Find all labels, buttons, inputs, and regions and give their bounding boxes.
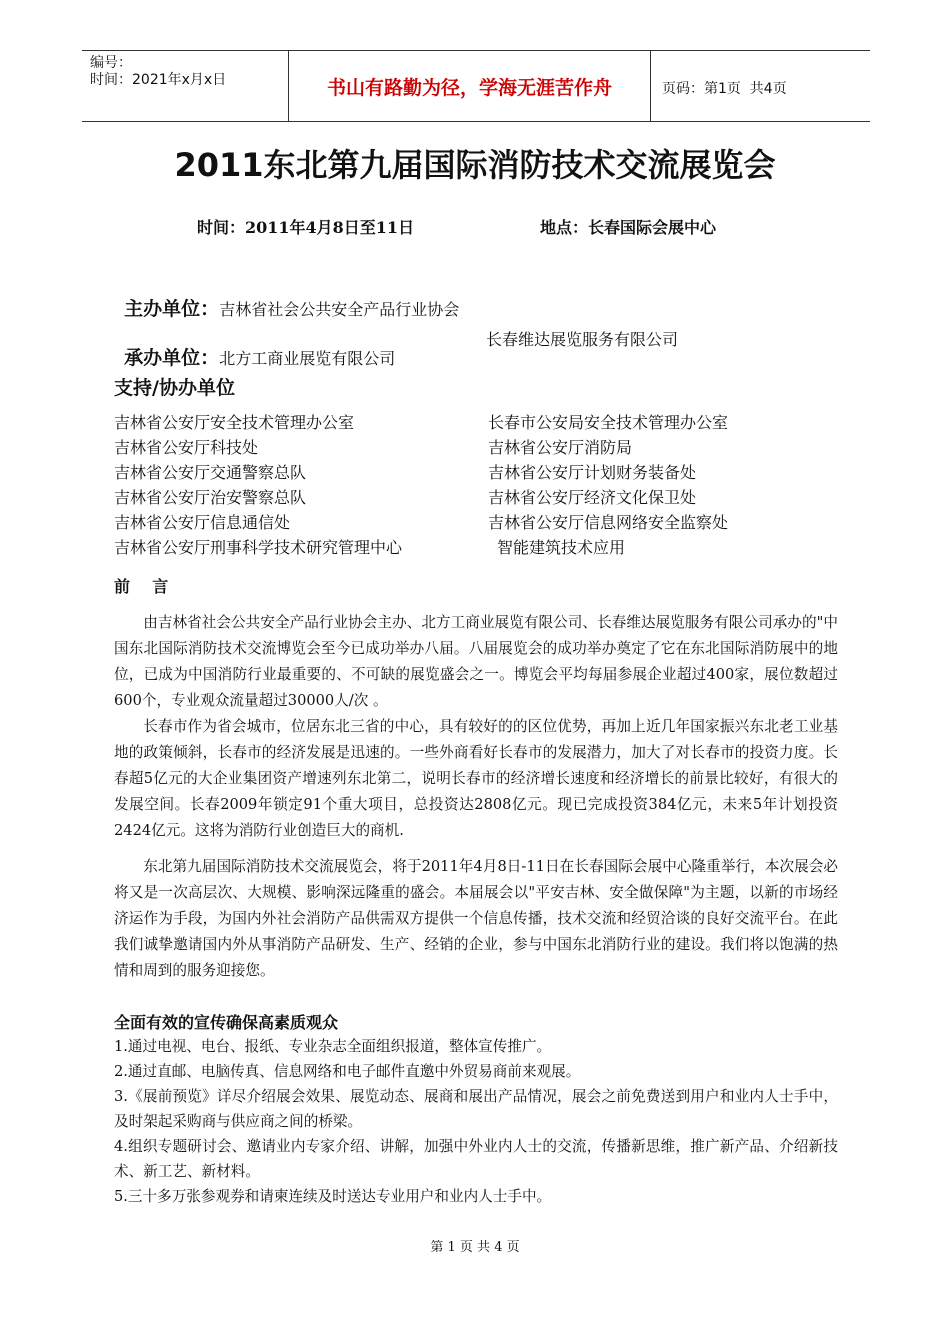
- header-motto: 书山有路勤为径，学海无涯苦作舟: [326, 77, 612, 99]
- page-title: 2011东北第九届国际消防技术交流展览会: [174, 146, 776, 184]
- header-page-info: 页码：第1页 共4页: [662, 81, 787, 97]
- section-title: 全面有效的宣传确保高素质观众: [114, 1013, 339, 1032]
- list-item: 智能建筑技术应用: [497, 538, 626, 557]
- list-item: 吉林省公安厅刑事科学技术研究管理中心: [114, 538, 403, 557]
- list-item: 吉林省公安厅科技处: [114, 438, 259, 457]
- publicity-list: [114, 1034, 838, 1209]
- list-item: 吉林省公安厅计划财务装备处: [488, 463, 697, 482]
- organizer-label: 主办单位：: [124, 298, 220, 320]
- list-item: 5.三十多万张参观券和请柬连续及时送达专业用户和业内人士手中。: [114, 1188, 552, 1205]
- list-item: 吉林省公安厅信息通信处: [114, 513, 291, 532]
- organizer-value: 吉林省社会公共安全产品行业协会: [219, 300, 460, 319]
- undertaker-value-1: 北方工商业展览有限公司: [219, 349, 396, 368]
- preface-paragraph: 由吉林省社会公共安全产品行业协会主办、北方工商业展览有限公司、长春维达展览服务有限公司承办的"中国东北国际消防技术交流博览会至今已成功举办八届。八届展览会的成功举办奠定了它在东北国际消防展中的地位，已成为中国消防行业最重要的、不可缺的展览盛会之一。博览会平均每届参展企业超过400家，展位数超过600个，专业观众流量超过30000人/次 。: [114, 614, 838, 709]
- support-list-right: [488, 410, 728, 560]
- undertaker-row: [114, 324, 395, 370]
- list-item: 长春市公安局安全技术管理办公室: [488, 413, 729, 432]
- undertaker-label: 承办单位：: [124, 347, 220, 369]
- organizer-row: [114, 275, 459, 321]
- list-item: 吉林省公安厅信息网络安全监察处: [488, 513, 729, 532]
- preface-title: 前 言: [114, 577, 169, 596]
- document-date: 时间：2021年x月x日: [90, 72, 227, 88]
- page-footer: 第 1 页 共 4 页: [430, 1240, 520, 1255]
- document-number: 编号：: [90, 55, 132, 71]
- list-item: 吉林省公安厅经济文化保卫处: [488, 488, 697, 507]
- list-item: 吉林省公安厅消防局: [488, 438, 633, 457]
- preface-paragraph: 东北第九届国际消防技术交流展览会，将于2011年4月8日-11日在长春国际会展中心隆重举行，本次展会必将又是一次高层次、大规模、影响深远隆重的盛会。本届展会以"平安吉林、安全做保障"为主题，以新的市场经济运作为手段，为国内外社会消防产品供需双方提供一个信息传播，技术交流和经贸洽谈的良好交流平台。在此我们诚挚邀请国内外从事消防产品研发、生产、经销的企业，参与中国东北消防行业的建设。我们将以饱满的热情和周到的服务迎接您。: [114, 858, 838, 979]
- event-place: 地点：长春国际会展中心: [540, 218, 717, 237]
- header-info: [90, 55, 286, 89]
- undertaker-value-2: 长春维达展览服务有限公司: [486, 330, 679, 349]
- list-item: 吉林省公安厅治安警察总队: [114, 488, 307, 507]
- preface-paragraph: 长春市作为省会城市，位居东北三省的中心，具有较好的的区位优势，再加上近几年国家振兴东北老工业基地的政策倾斜，长春市的经济发展是迅速的。一些外商看好长春市的发展潜力，加大了对长春市的投资力度。长春超5亿元的大企业集团资产增速列东北第二，说明长春市的经济增长速度和经济增长的前景比较好，有很大的发展空间。长春2009年锁定91个重大项目，总投资达2808亿元。现已完成投资384亿元，未来5年计划投资2424亿元。这将为消防行业创造巨大的商机.: [114, 718, 838, 839]
- list-item: 1.通过电视、电台、报纸、专业杂志全面组织报道，整体宣传推广。: [114, 1038, 552, 1055]
- list-item: 吉林省公安厅安全技术管理办公室: [114, 413, 355, 432]
- header-divider: [650, 51, 651, 121]
- list-item: 4.组织专题研讨会、邀请业内专家介绍、讲解，加强中外业内人士的交流，传播新思维，推广新产品、介绍新技术、新工艺、新材料。: [114, 1138, 838, 1180]
- list-item: 吉林省公安厅交通警察总队: [114, 463, 307, 482]
- event-time: 时间：2011年4月8日至11日: [197, 218, 415, 237]
- list-item: 3.《展前预览》详尽介绍展会效果、展览动态、展商和展出产品情况，展会之前免费送到用户和业内人士手中，及时架起采购商与供应商之间的桥梁。: [114, 1088, 838, 1130]
- page-header: [82, 50, 870, 122]
- list-item: 2.通过直邮、电脑传真、信息网络和电子邮件直邀中外贸易商前来观展。: [114, 1063, 581, 1080]
- support-title: 支持/协办单位: [114, 377, 235, 399]
- support-list-left: [114, 410, 402, 560]
